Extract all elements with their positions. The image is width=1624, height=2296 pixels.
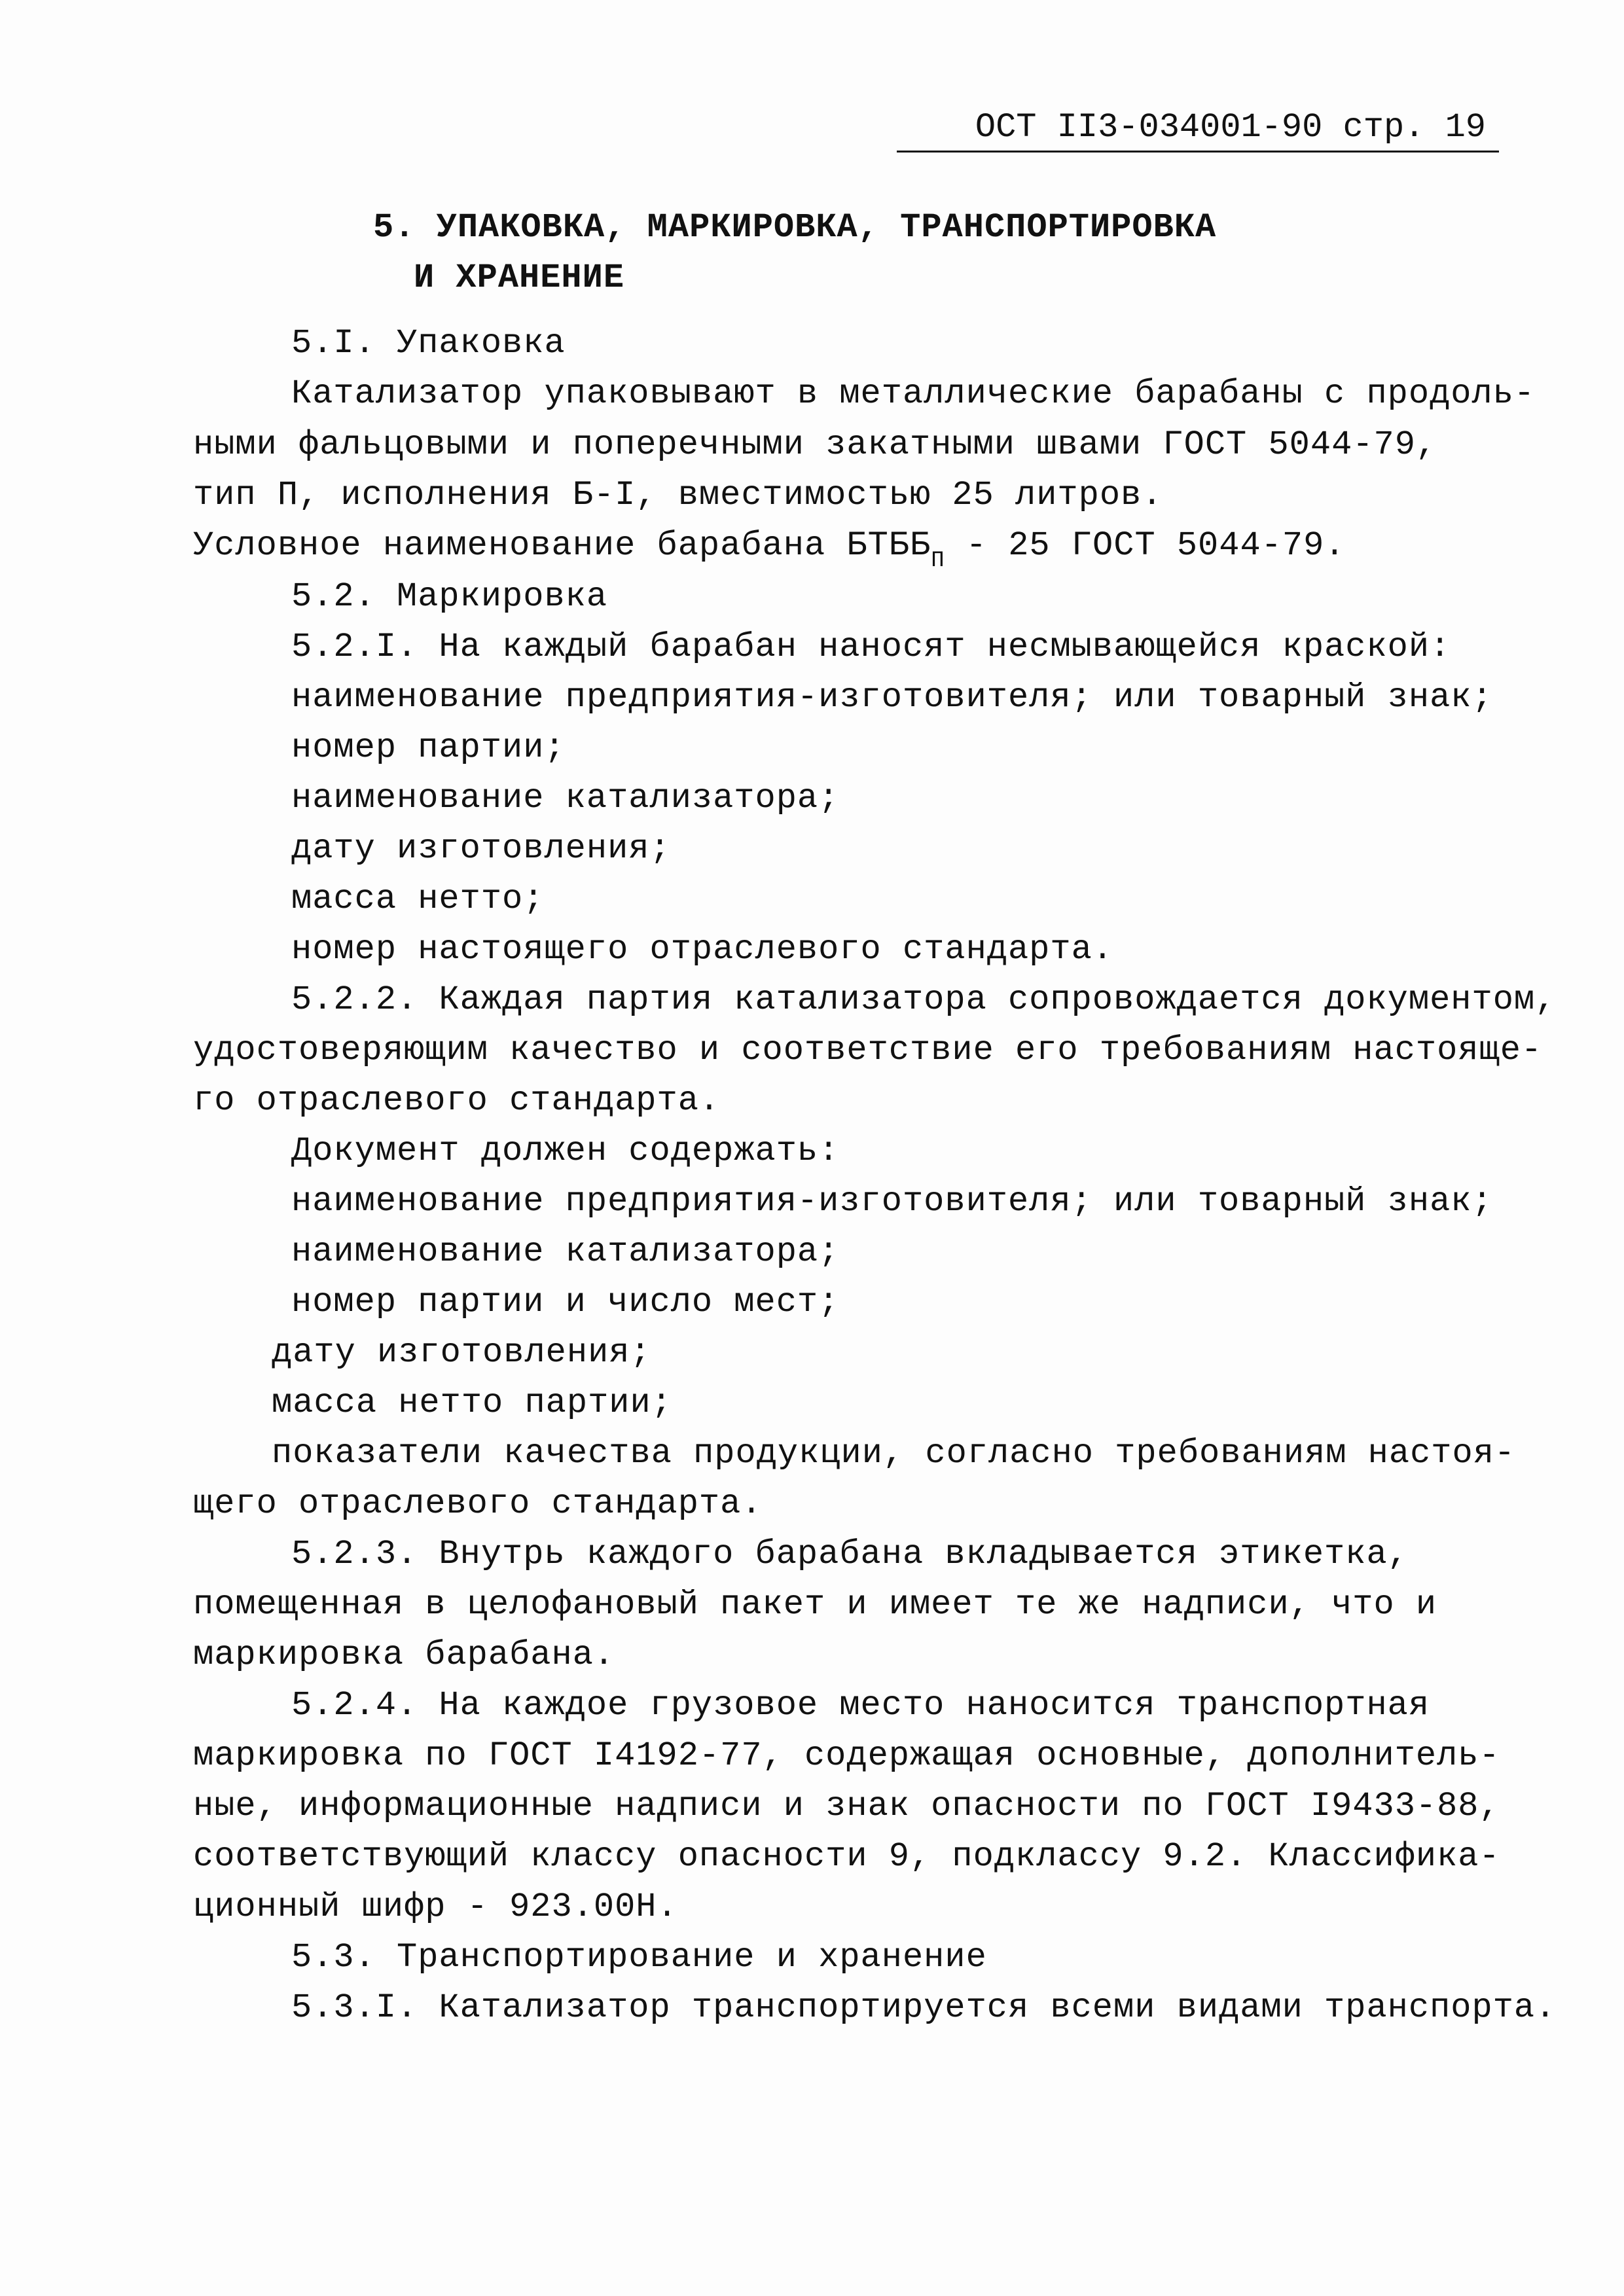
paragraph-line: 5.2.4. На каждое грузовое место наносится транспортная bbox=[291, 1686, 1430, 1725]
paragraph-line: помещенная в целофановый пакет и имеет те же надписи, что и bbox=[193, 1585, 1437, 1624]
list-item: масса нетто; bbox=[291, 880, 545, 918]
paragraph-line: маркировка барабана. bbox=[193, 1636, 615, 1674]
paragraph-line: Документ должен содержать: bbox=[291, 1132, 840, 1170]
paragraph-line: 5.2.2. Каждая партия катализатора сопровождается документом, bbox=[291, 980, 1557, 1019]
paragraph-line: щего отраслевого стандарта. bbox=[193, 1484, 763, 1523]
list-item: номер настоящего отраслевого стандарта. bbox=[291, 930, 1113, 969]
paragraph-line: маркировка по ГОСТ I4192-77, содержащая основные, дополнитель- bbox=[193, 1736, 1500, 1775]
paragraph-line: 5.3.I. Катализатор транспортируется всеми видами транспорта. bbox=[291, 1988, 1557, 2027]
list-item: дату изготовления; bbox=[291, 829, 671, 868]
list-item: наименование катализатора; bbox=[291, 779, 840, 817]
paragraph-line-drum-designation bbox=[193, 526, 1346, 573]
paragraph-line: Катализатор упаковывают в металлические барабаны с продоль- bbox=[291, 374, 1536, 413]
page-header-ref: ОСТ II3-034001-90 стр. 19 bbox=[897, 105, 1499, 152]
drum-designation-text: Условное наименование барабана БТББ bbox=[193, 526, 931, 565]
list-item: номер партии и число мест; bbox=[291, 1283, 840, 1321]
paragraph-line: ные, информационные надписи и знак опасности по ГОСТ I9433-88, bbox=[193, 1787, 1500, 1825]
drum-designation-subscript: П bbox=[931, 548, 945, 573]
paragraph-line: 5.2.I. На каждый барабан наносят несмывающейся краской: bbox=[291, 628, 1451, 666]
paragraph-line: соответствующий классу опасности 9, подклассу 9.2. Классифика- bbox=[193, 1837, 1500, 1876]
list-item: дату изготовления; bbox=[272, 1333, 651, 1372]
paragraph-line: тип П, исполнения Б-I, вместимостью 25 литров. bbox=[193, 476, 1163, 514]
paragraph-line: удостоверяющим качество и соответствие его требованиям настояще- bbox=[193, 1031, 1543, 1069]
list-item: показатели качества продукции, согласно требованиям настоя- bbox=[272, 1434, 1516, 1473]
list-item: наименование предприятия-изготовителя; или товарный знак; bbox=[291, 678, 1493, 717]
section-title-line-2: И ХРАНЕНИЕ bbox=[414, 259, 625, 297]
subsection-heading-marking: 5.2. Маркировка bbox=[291, 577, 608, 616]
list-item: масса нетто партии; bbox=[272, 1384, 672, 1422]
paragraph-line: ционный шифр - 923.00Н. bbox=[193, 1888, 678, 1926]
subsection-heading-transport: 5.3. Транспортирование и хранение bbox=[291, 1938, 987, 1977]
list-item: номер партии; bbox=[291, 728, 566, 767]
subsection-heading-packaging: 5.I. Упаковка bbox=[291, 324, 566, 363]
paragraph-line: го отраслевого стандарта. bbox=[193, 1081, 721, 1120]
drum-designation-standard: - 25 ГОСТ 5044-79. bbox=[945, 526, 1346, 565]
section-title-line-1: 5. УПАКОВКА, МАРКИРОВКА, ТРАНСПОРТИРОВКА bbox=[373, 208, 1217, 247]
list-item: наименование предприятия-изготовителя; или товарный знак; bbox=[291, 1182, 1493, 1221]
list-item: наименование катализатора; bbox=[291, 1232, 840, 1271]
paragraph-line: 5.2.3. Внутрь каждого барабана вкладывается этикетка, bbox=[291, 1535, 1409, 1573]
paragraph-line: ными фальцовыми и поперечными закатными швами ГОСТ 5044-79, bbox=[193, 425, 1437, 464]
